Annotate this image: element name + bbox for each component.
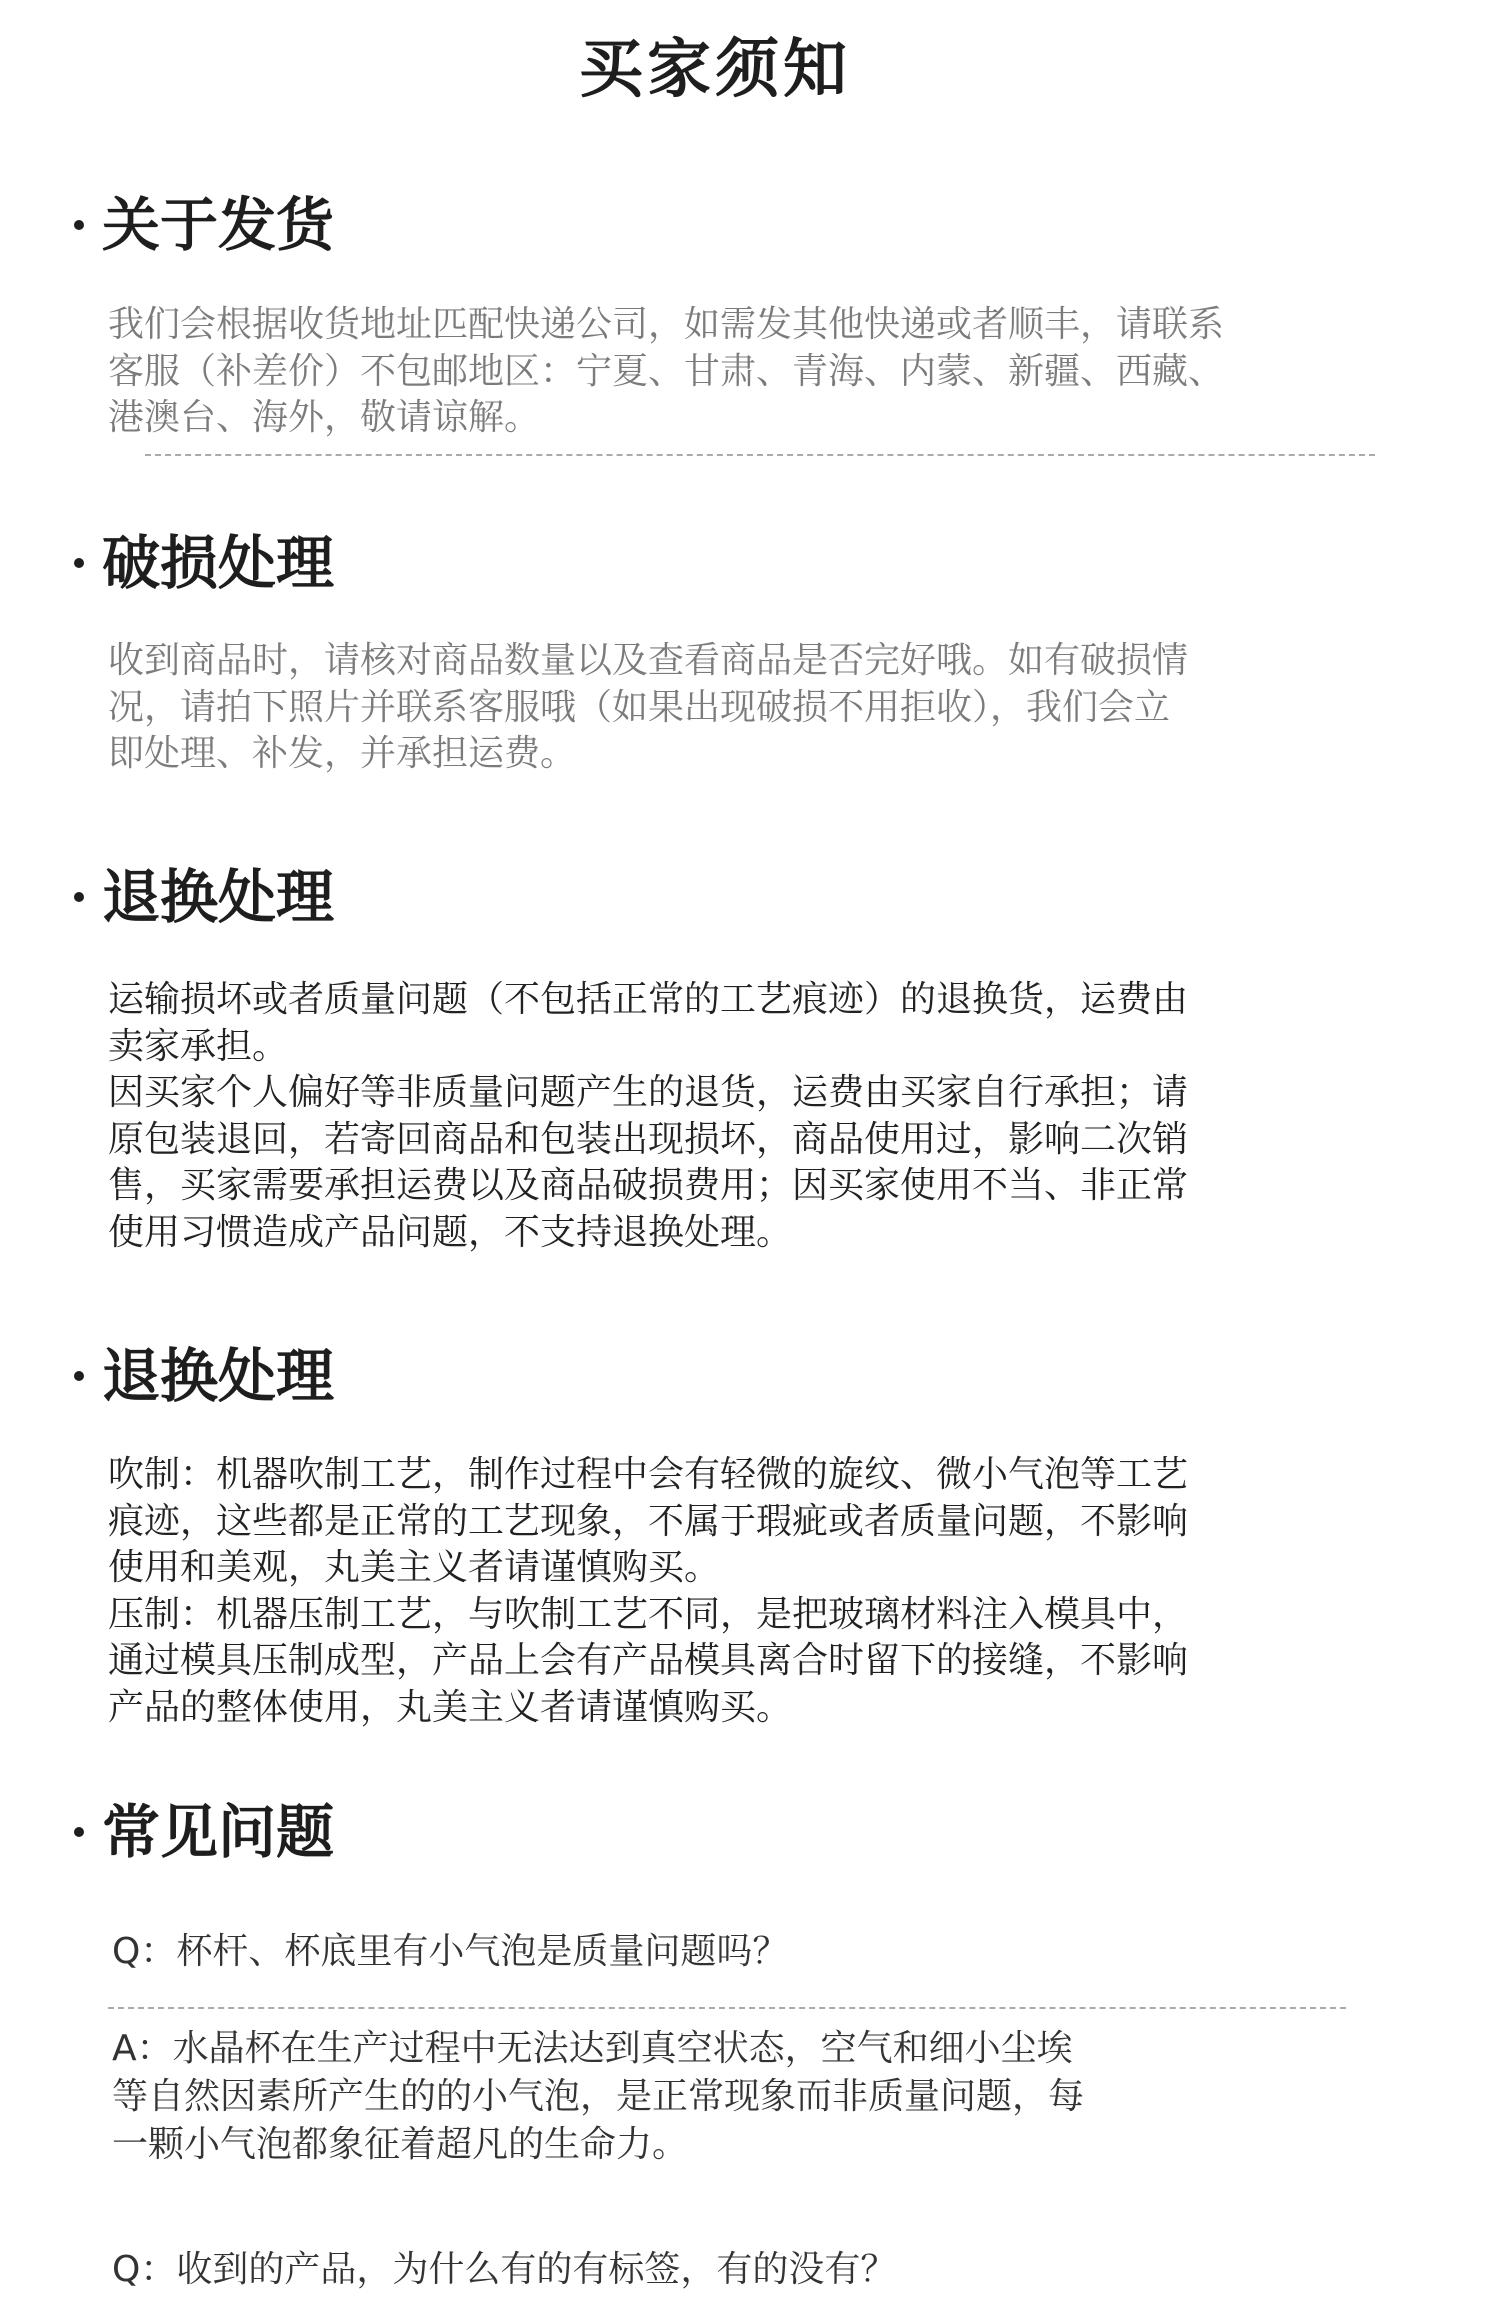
answer-line: 等自然因素所产生的的小气泡，是正常现象而非质量问题，每 (112, 2076, 1085, 2117)
section-heading-label: 常见问题 (102, 1798, 335, 1866)
paragraph-line: 收到商品时，请核对商品数量以及查看商品是否完好哦。如有破损情 (108, 640, 1189, 681)
paragraph-line: 售，买家需要承担运费以及商品破损费用；因买家使用不当、非正常 (108, 1165, 1189, 1206)
section-heading-label: 退换处理 (102, 863, 335, 931)
bullet-dot-icon (74, 892, 84, 902)
bullet-dot-icon (74, 1827, 84, 1837)
paragraph-line: 港澳台、海外，敬请谅解。 (108, 397, 541, 438)
section-heading-craft (74, 1336, 334, 1416)
faq-question: Q：杯杆、杯底里有小气泡是质量问题吗？ (112, 1931, 789, 1972)
section-heading-label: 退换处理 (102, 1342, 335, 1410)
paragraph-line: 况，请拍下照片并联系客服哦（如果出现破损不用拒收），我们会立 (108, 686, 1171, 728)
bullet-dot-icon (74, 220, 84, 230)
bullet-dot-icon (74, 1371, 84, 1381)
paragraph-line: 吹制：机器吹制工艺，制作过程中会有轻微的旋纹、微小气泡等工艺 (108, 1454, 1189, 1495)
paragraph-line: 使用习惯造成产品问题，不支持退换处理。 (108, 1211, 793, 1253)
faq-question: Q：收到的产品，为什么有的有标签，有的没有？ (112, 2249, 897, 2290)
paragraph-line: 使用和美观，丸美主义者请谨慎购买。 (108, 1547, 721, 1588)
answer-line: A：水晶杯在生产过程中无法达到真空状态，空气和细小尘埃 (112, 2028, 1073, 2069)
section-heading-damage (74, 523, 334, 603)
section-heading-shipping (74, 185, 334, 265)
paragraph-line: 痕迹，这些都是正常的工艺现象，不属于瑕疵或者质量问题，不影响 (108, 1500, 1189, 1542)
faq-divider (108, 2007, 1346, 2009)
section-heading-faq (74, 1792, 334, 1872)
section-heading-label: 破损处理 (102, 529, 335, 597)
paragraph-line: 运输损坏或者质量问题（不包括正常的工艺痕迹）的退换货，运费由 (108, 979, 1189, 1020)
returns-paragraph (108, 977, 1408, 1256)
paragraph-line: 原包装退回，若寄回商品和包装出现损坏，商品使用过，影响二次销 (108, 1118, 1189, 1160)
answer-line: 一颗小气泡都象征着超凡的生命力。 (112, 2124, 689, 2165)
paragraph-line: 产品的整体使用，丸美主义者请谨慎购买。 (108, 1686, 793, 1728)
paragraph-line: 卖家承担。 (108, 1025, 289, 1067)
section-heading-returns (74, 857, 334, 937)
shipping-paragraph (108, 302, 1408, 442)
paragraph-line: 客服（补差价）不包邮地区：宁夏、甘肃、青海、内蒙、新疆、西藏、 (108, 350, 1225, 392)
bullet-dot-icon (74, 558, 84, 568)
damage-paragraph (108, 638, 1408, 778)
faq-answer (112, 2025, 1084, 2169)
paragraph-line: 因买家个人偏好等非质量问题产生的退货，运费由买家自行承担；请 (108, 1072, 1189, 1113)
paragraph-line: 通过模具压制成型，产品上会有产品模具离合时留下的接缝，不影响 (108, 1640, 1189, 1681)
paragraph-line: 即处理、补发，并承担运费。 (108, 733, 577, 774)
craft-paragraph (108, 1452, 1408, 1731)
section-heading-label: 关于发货 (102, 191, 335, 259)
page-title: 买家须知 (579, 33, 851, 107)
paragraph-line: 我们会根据收货地址匹配快递公司，如需发其他快递或者顺丰，请联系 (108, 304, 1225, 345)
section-divider (145, 454, 1375, 456)
paragraph-line: 压制：机器压制工艺，与吹制工艺不同，是把玻璃材料注入模具中， (108, 1593, 1189, 1635)
